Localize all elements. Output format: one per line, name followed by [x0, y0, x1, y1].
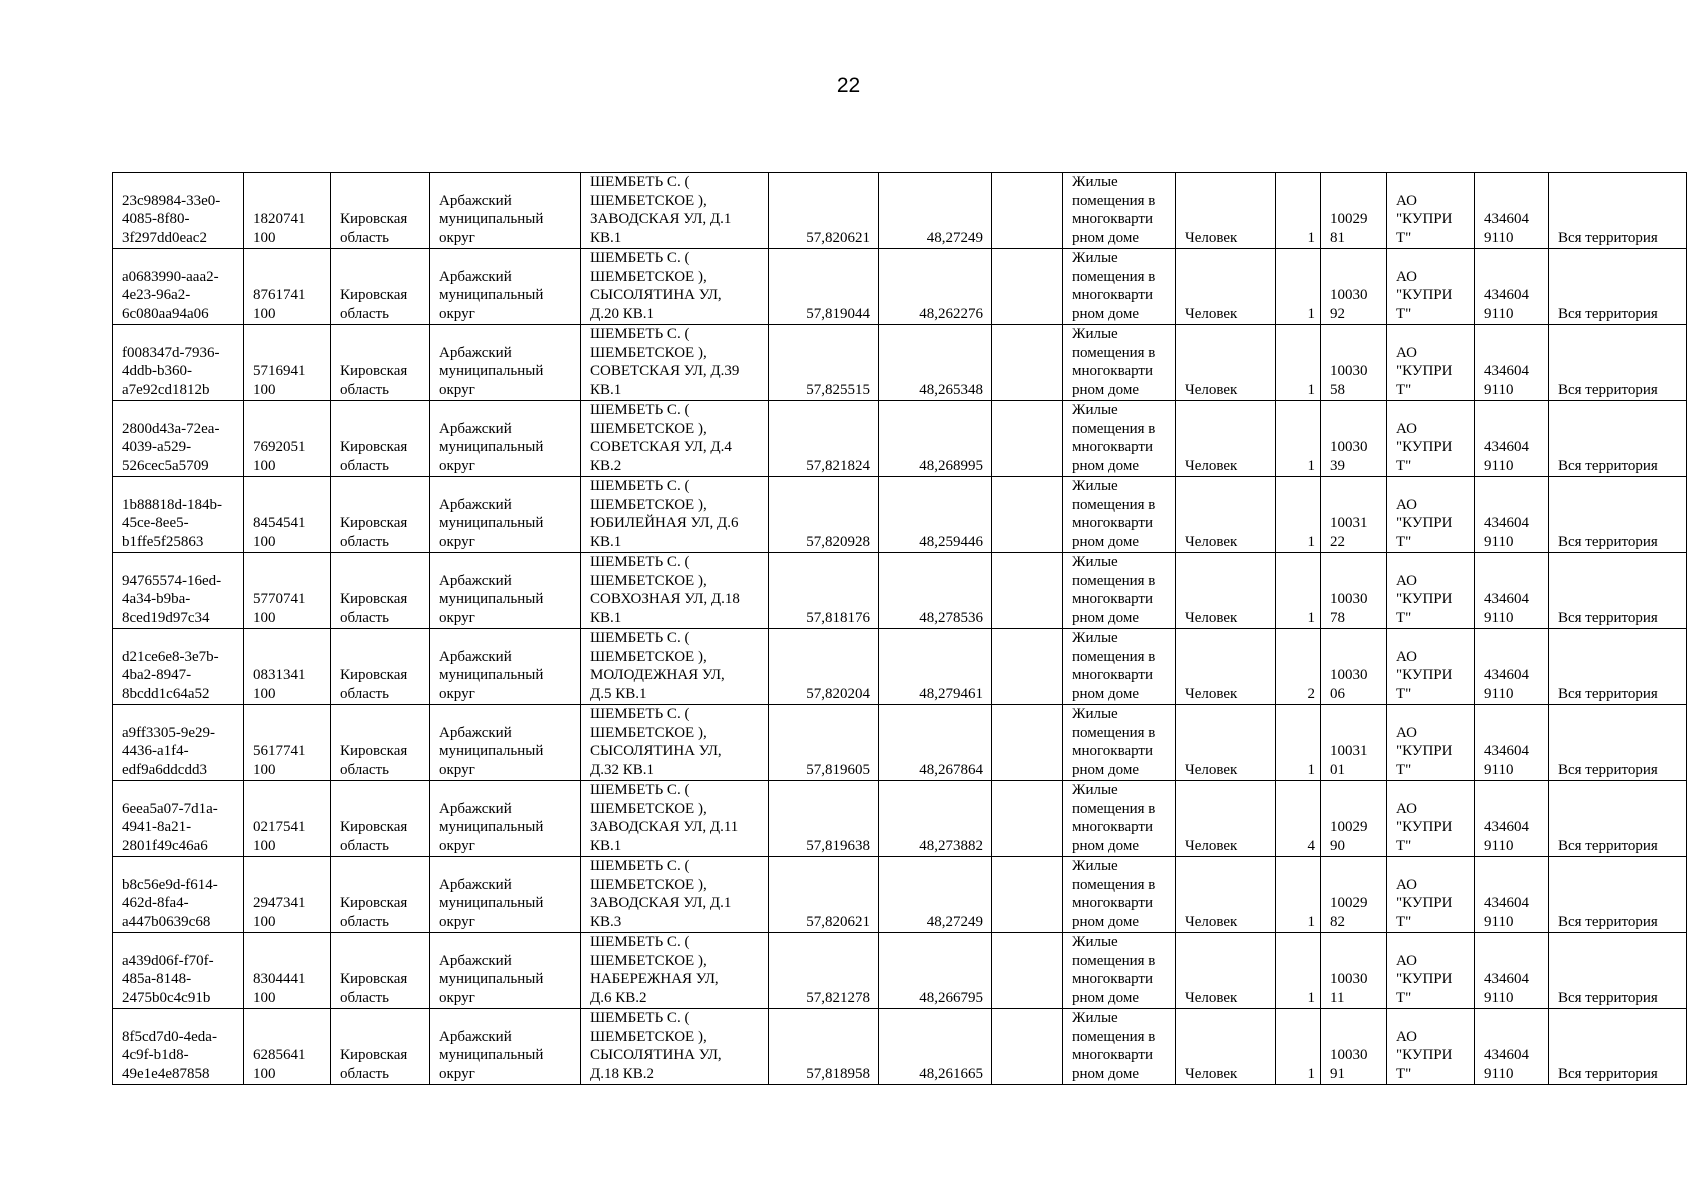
table-row	[113, 781, 1687, 857]
premises-type-cell: Жилые помещения в многокварти рном доме	[1063, 325, 1176, 401]
reference-cell: 10029 90	[1321, 781, 1387, 857]
count-cell: 1	[1276, 705, 1321, 781]
latitude-cell: 57,820621	[769, 857, 879, 933]
reference-cell: 10029 81	[1321, 173, 1387, 249]
empty-cell	[992, 173, 1063, 249]
address-cell: ШЕМБЕТЬ С. ( ШЕМБЕТСКОЕ ), СОВЕТСКАЯ УЛ, Д.4 КВ.2	[581, 401, 769, 477]
reference-cell: 10030 39	[1321, 401, 1387, 477]
inn-cell: 434604 9110	[1475, 933, 1549, 1009]
region-cell: Кировская область	[331, 629, 430, 705]
organization-cell: АО "КУПРИ Т"	[1387, 1009, 1475, 1085]
territory-cell: Вся территория	[1549, 933, 1687, 1009]
premises-type-cell: Жилые помещения в многокварти рном доме	[1063, 249, 1176, 325]
longitude-cell: 48,267864	[879, 705, 992, 781]
region-cell: Кировская область	[331, 781, 430, 857]
territory-cell: Вся территория	[1549, 857, 1687, 933]
organization-cell: АО "КУПРИ Т"	[1387, 325, 1475, 401]
organization-cell: АО "КУПРИ Т"	[1387, 933, 1475, 1009]
record-id-cell: a0683990-aaa2- 4e23-96a2- 6c080aa94a06	[113, 249, 244, 325]
oktmo-code-cell: 5770741 100	[244, 553, 331, 629]
district-cell: Арбажский муниципальный округ	[430, 933, 581, 1009]
inn-cell: 434604 9110	[1475, 249, 1549, 325]
table-body	[113, 173, 1687, 1085]
inn-cell: 434604 9110	[1475, 325, 1549, 401]
premises-type-cell: Жилые помещения в многокварти рном доме	[1063, 553, 1176, 629]
record-id-cell: 8f5cd7d0-4eda- 4c9f-b1d8- 49e1e4e87858	[113, 1009, 244, 1085]
district-cell: Арбажский муниципальный округ	[430, 401, 581, 477]
unit-cell: Человек	[1176, 553, 1276, 629]
oktmo-code-cell: 5617741 100	[244, 705, 331, 781]
count-cell: 1	[1276, 857, 1321, 933]
latitude-cell: 57,819044	[769, 249, 879, 325]
empty-cell	[992, 401, 1063, 477]
reference-cell: 10030 11	[1321, 933, 1387, 1009]
premises-type-cell: Жилые помещения в многокварти рном доме	[1063, 857, 1176, 933]
latitude-cell: 57,819638	[769, 781, 879, 857]
unit-cell: Человек	[1176, 477, 1276, 553]
premises-type-cell: Жилые помещения в многокварти рном доме	[1063, 933, 1176, 1009]
region-cell: Кировская область	[331, 249, 430, 325]
region-cell: Кировская область	[331, 1009, 430, 1085]
longitude-cell: 48,266795	[879, 933, 992, 1009]
table-row	[113, 477, 1687, 553]
organization-cell: АО "КУПРИ Т"	[1387, 781, 1475, 857]
latitude-cell: 57,818958	[769, 1009, 879, 1085]
empty-cell	[992, 629, 1063, 705]
record-id-cell: 1b88818d-184b- 45ce-8ee5- b1ffe5f25863	[113, 477, 244, 553]
oktmo-code-cell: 8761741 100	[244, 249, 331, 325]
count-cell: 1	[1276, 401, 1321, 477]
inn-cell: 434604 9110	[1475, 1009, 1549, 1085]
unit-cell: Человек	[1176, 401, 1276, 477]
record-id-cell: a9ff3305-9e29- 4436-a1f4- edf9a6ddcdd3	[113, 705, 244, 781]
unit-cell: Человек	[1176, 781, 1276, 857]
page-number: 22	[836, 74, 861, 97]
reference-cell: 10030 06	[1321, 629, 1387, 705]
unit-cell: Человек	[1176, 1009, 1276, 1085]
oktmo-code-cell: 2947341 100	[244, 857, 331, 933]
empty-cell	[992, 553, 1063, 629]
district-cell: Арбажский муниципальный округ	[430, 705, 581, 781]
count-cell: 1	[1276, 325, 1321, 401]
territory-cell: Вся территория	[1549, 477, 1687, 553]
oktmo-code-cell: 8304441 100	[244, 933, 331, 1009]
district-cell: Арбажский муниципальный округ	[430, 249, 581, 325]
address-cell: ШЕМБЕТЬ С. ( ШЕМБЕТСКОЕ ), ЗАВОДСКАЯ УЛ, Д.1 КВ.3	[581, 857, 769, 933]
premises-type-cell: Жилые помещения в многокварти рном доме	[1063, 1009, 1176, 1085]
inn-cell: 434604 9110	[1475, 781, 1549, 857]
longitude-cell: 48,262276	[879, 249, 992, 325]
premises-type-cell: Жилые помещения в многокварти рном доме	[1063, 173, 1176, 249]
table-row	[113, 1009, 1687, 1085]
oktmo-code-cell: 6285641 100	[244, 1009, 331, 1085]
table-row	[113, 933, 1687, 1009]
record-id-cell: d21ce6e8-3e7b- 4ba2-8947- 8bcdd1c64a52	[113, 629, 244, 705]
address-cell: ШЕМБЕТЬ С. ( ШЕМБЕТСКОЕ ), ЗАВОДСКАЯ УЛ, Д.1 КВ.1	[581, 173, 769, 249]
organization-cell: АО "КУПРИ Т"	[1387, 477, 1475, 553]
inn-cell: 434604 9110	[1475, 857, 1549, 933]
longitude-cell: 48,278536	[879, 553, 992, 629]
region-cell: Кировская область	[331, 857, 430, 933]
record-id-cell: 6eea5a07-7d1a- 4941-8a21- 2801f49c46a6	[113, 781, 244, 857]
address-cell: ШЕМБЕТЬ С. ( ШЕМБЕТСКОЕ ), МОЛОДЕЖНАЯ УЛ, Д.5 КВ.1	[581, 629, 769, 705]
latitude-cell: 57,821824	[769, 401, 879, 477]
table-row	[113, 325, 1687, 401]
region-cell: Кировская область	[331, 933, 430, 1009]
longitude-cell: 48,279461	[879, 629, 992, 705]
count-cell: 1	[1276, 477, 1321, 553]
empty-cell	[992, 1009, 1063, 1085]
record-id-cell: 23c98984-33e0- 4085-8f80- 3f297dd0eac2	[113, 173, 244, 249]
latitude-cell: 57,825515	[769, 325, 879, 401]
oktmo-code-cell: 7692051 100	[244, 401, 331, 477]
region-cell: Кировская область	[331, 705, 430, 781]
premises-type-cell: Жилые помещения в многокварти рном доме	[1063, 781, 1176, 857]
premises-type-cell: Жилые помещения в многокварти рном доме	[1063, 705, 1176, 781]
count-cell: 4	[1276, 781, 1321, 857]
empty-cell	[992, 933, 1063, 1009]
record-id-cell: b8c56e9d-f614- 462d-8fa4- a447b0639c68	[113, 857, 244, 933]
territory-cell: Вся территория	[1549, 781, 1687, 857]
reference-cell: 10031 22	[1321, 477, 1387, 553]
organization-cell: АО "КУПРИ Т"	[1387, 705, 1475, 781]
reference-cell: 10030 58	[1321, 325, 1387, 401]
record-id-cell: f008347d-7936- 4ddb-b360- a7e92cd1812b	[113, 325, 244, 401]
district-cell: Арбажский муниципальный округ	[430, 781, 581, 857]
latitude-cell: 57,820621	[769, 173, 879, 249]
unit-cell: Человек	[1176, 173, 1276, 249]
region-cell: Кировская область	[331, 477, 430, 553]
latitude-cell: 57,820204	[769, 629, 879, 705]
count-cell: 1	[1276, 1009, 1321, 1085]
address-cell: ШЕМБЕТЬ С. ( ШЕМБЕТСКОЕ ), ЗАВОДСКАЯ УЛ, Д.11 КВ.1	[581, 781, 769, 857]
count-cell: 1	[1276, 933, 1321, 1009]
district-cell: Арбажский муниципальный округ	[430, 857, 581, 933]
longitude-cell: 48,273882	[879, 781, 992, 857]
address-cell: ШЕМБЕТЬ С. ( ШЕМБЕТСКОЕ ), ЮБИЛЕЙНАЯ УЛ, Д.6 КВ.1	[581, 477, 769, 553]
table-row	[113, 553, 1687, 629]
longitude-cell: 48,259446	[879, 477, 992, 553]
territory-cell: Вся территория	[1549, 401, 1687, 477]
reference-cell: 10030 92	[1321, 249, 1387, 325]
oktmo-code-cell: 5716941 100	[244, 325, 331, 401]
table-row	[113, 705, 1687, 781]
organization-cell: АО "КУПРИ Т"	[1387, 173, 1475, 249]
organization-cell: АО "КУПРИ Т"	[1387, 629, 1475, 705]
longitude-cell: 48,27249	[879, 857, 992, 933]
reference-cell: 10030 78	[1321, 553, 1387, 629]
inn-cell: 434604 9110	[1475, 705, 1549, 781]
oktmo-code-cell: 0217541 100	[244, 781, 331, 857]
table-row	[113, 173, 1687, 249]
count-cell: 1	[1276, 173, 1321, 249]
count-cell: 1	[1276, 553, 1321, 629]
territory-cell: Вся территория	[1549, 1009, 1687, 1085]
unit-cell: Человек	[1176, 933, 1276, 1009]
territory-cell: Вся территория	[1549, 325, 1687, 401]
empty-cell	[992, 477, 1063, 553]
inn-cell: 434604 9110	[1475, 401, 1549, 477]
record-id-cell: a439d06f-f70f- 485a-8148- 2475b0c4c91b	[113, 933, 244, 1009]
district-cell: Арбажский муниципальный округ	[430, 553, 581, 629]
inn-cell: 434604 9110	[1475, 629, 1549, 705]
table-row	[113, 249, 1687, 325]
organization-cell: АО "КУПРИ Т"	[1387, 249, 1475, 325]
district-cell: Арбажский муниципальный округ	[430, 325, 581, 401]
district-cell: Арбажский муниципальный округ	[430, 477, 581, 553]
organization-cell: АО "КУПРИ Т"	[1387, 857, 1475, 933]
reference-cell: 10031 01	[1321, 705, 1387, 781]
count-cell: 2	[1276, 629, 1321, 705]
region-cell: Кировская область	[331, 401, 430, 477]
premises-type-cell: Жилые помещения в многокварти рном доме	[1063, 401, 1176, 477]
empty-cell	[992, 705, 1063, 781]
latitude-cell: 57,819605	[769, 705, 879, 781]
oktmo-code-cell: 8454541 100	[244, 477, 331, 553]
longitude-cell: 48,268995	[879, 401, 992, 477]
empty-cell	[992, 325, 1063, 401]
inn-cell: 434604 9110	[1475, 173, 1549, 249]
address-cell: ШЕМБЕТЬ С. ( ШЕМБЕТСКОЕ ), СЫСОЛЯТИНА УЛ, Д.32 КВ.1	[581, 705, 769, 781]
district-cell: Арбажский муниципальный округ	[430, 629, 581, 705]
region-cell: Кировская область	[331, 553, 430, 629]
district-cell: Арбажский муниципальный округ	[430, 173, 581, 249]
longitude-cell: 48,27249	[879, 173, 992, 249]
unit-cell: Человек	[1176, 249, 1276, 325]
address-cell: ШЕМБЕТЬ С. ( ШЕМБЕТСКОЕ ), СОВЕТСКАЯ УЛ, Д.39 КВ.1	[581, 325, 769, 401]
oktmo-code-cell: 0831341 100	[244, 629, 331, 705]
premises-type-cell: Жилые помещения в многокварти рном доме	[1063, 477, 1176, 553]
address-cell: ШЕМБЕТЬ С. ( ШЕМБЕТСКОЕ ), СЫСОЛЯТИНА УЛ, Д.18 КВ.2	[581, 1009, 769, 1085]
address-cell: ШЕМБЕТЬ С. ( ШЕМБЕТСКОЕ ), НАБЕРЕЖНАЯ УЛ, Д.6 КВ.2	[581, 933, 769, 1009]
organization-cell: АО "КУПРИ Т"	[1387, 401, 1475, 477]
organization-cell: АО "КУПРИ Т"	[1387, 553, 1475, 629]
territory-cell: Вся территория	[1549, 705, 1687, 781]
unit-cell: Человек	[1176, 857, 1276, 933]
unit-cell: Человек	[1176, 705, 1276, 781]
reference-cell: 10029 82	[1321, 857, 1387, 933]
district-cell: Арбажский муниципальный округ	[430, 1009, 581, 1085]
table-row	[113, 857, 1687, 933]
oktmo-code-cell: 1820741 100	[244, 173, 331, 249]
premises-type-cell: Жилые помещения в многокварти рном доме	[1063, 629, 1176, 705]
address-cell: ШЕМБЕТЬ С. ( ШЕМБЕТСКОЕ ), СЫСОЛЯТИНА УЛ, Д.20 КВ.1	[581, 249, 769, 325]
empty-cell	[992, 781, 1063, 857]
record-id-cell: 2800d43a-72ea- 4039-a529- 526cec5a5709	[113, 401, 244, 477]
table-row	[113, 401, 1687, 477]
inn-cell: 434604 9110	[1475, 553, 1549, 629]
reference-cell: 10030 91	[1321, 1009, 1387, 1085]
empty-cell	[992, 249, 1063, 325]
table-row	[113, 629, 1687, 705]
territory-cell: Вся территория	[1549, 629, 1687, 705]
territory-cell: Вся территория	[1549, 173, 1687, 249]
unit-cell: Человек	[1176, 629, 1276, 705]
latitude-cell: 57,820928	[769, 477, 879, 553]
inn-cell: 434604 9110	[1475, 477, 1549, 553]
territory-cell: Вся территория	[1549, 249, 1687, 325]
address-cell: ШЕМБЕТЬ С. ( ШЕМБЕТСКОЕ ), СОВХОЗНАЯ УЛ, Д.18 КВ.1	[581, 553, 769, 629]
longitude-cell: 48,261665	[879, 1009, 992, 1085]
empty-cell	[992, 857, 1063, 933]
longitude-cell: 48,265348	[879, 325, 992, 401]
record-id-cell: 94765574-16ed- 4a34-b9ba- 8ced19d97c34	[113, 553, 244, 629]
territory-cell: Вся территория	[1549, 553, 1687, 629]
region-cell: Кировская область	[331, 325, 430, 401]
registry-table	[112, 172, 1687, 1085]
latitude-cell: 57,821278	[769, 933, 879, 1009]
latitude-cell: 57,818176	[769, 553, 879, 629]
unit-cell: Человек	[1176, 325, 1276, 401]
region-cell: Кировская область	[331, 173, 430, 249]
count-cell: 1	[1276, 249, 1321, 325]
